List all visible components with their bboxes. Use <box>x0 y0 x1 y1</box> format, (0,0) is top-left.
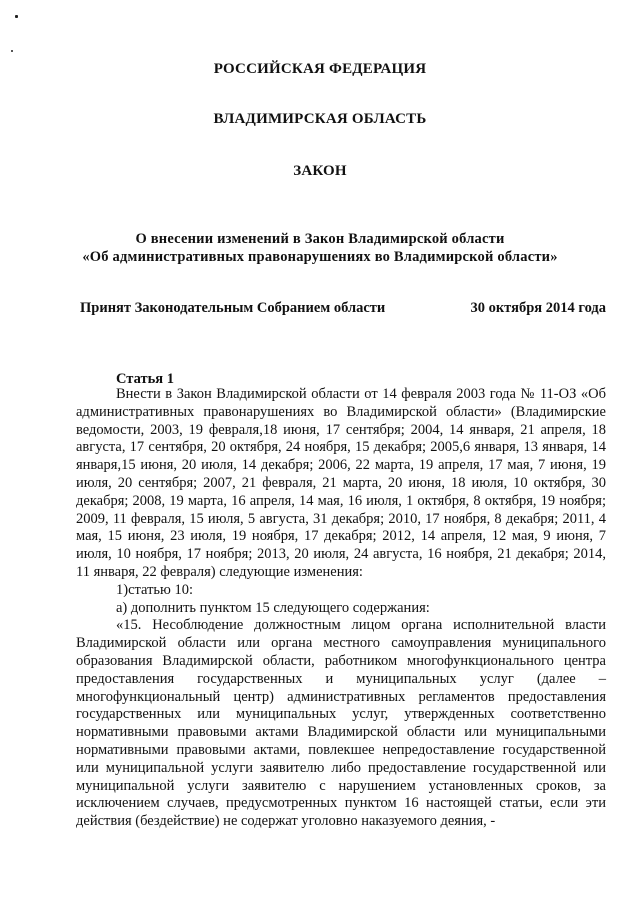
adoption-date: 30 октября 2014 года <box>470 300 606 316</box>
article-intro-paragraph: Внести в Закон Владимирской области от 14 февраля 2003 года № 11-ОЗ «Об административных правонарушениях во Владимирской области» (Владимирские ведомости, 2003, 19 февраля,18 июня, 17 сентября; 2004, 14 января, 21 апреля, 18 августа, 17 сентября, 20 октября, 24 ноября, 15 декабря; 2005,6 января, 13 января, 14 января,15 июня, 20 июля, 14 декабря; 2006, 22 марта, 19 апреля, 17 мая, 7 июня, 19 июля, 20 сентября; 2007, 21 февраля, 21 марта, 20 июня, 18 июля, 10 октября, 30 декабря; 2008, 19 марта, 16 апреля, 14 мая, 16 июля, 1 октября, 8 октября, 19 ноября; 2009, 11 февраля, 15 июля, 5 августа, 31 декабря; 2010, 17 ноября, 8 декабря; 2011, 4 мая, 15 июня, 23 июля, 19 ноября, 17 декабря; 2012, 14 апреля, 12 мая, 9 июня, 7 июля, 10 ноября, 17 ноября; 2013, 20 июля, 24 августа, 16 ноября, 21 декабря; 2014, 11 января, 22 февраля) следующие изменения: <box>76 386 606 580</box>
article-quoted-paragraph: «15. Несоблюдение должностным лицом органа исполнительной власти Владимирской области или органа местного самоуправления муниципального образования Владимирской области, работником многофункционального центра предоставления государственных и муниципальных услуг (далее – многофункциональный центр) административных регламентов предоставления государственных или муниципальных услуг, утвержденных соответственно нормативными правовыми актами Владимирской области или муниципальными нормативными правовыми актами, повлекшее непредоставление государственной или муниципальной услуги заявителю либо предоставление государственной или муниципальной услуги заявителю с нарушением установленных сроков, за исключением случаев, предусмотренных пунктом 16 настоящей статьи, если эти действия (бездействие) не содержат уголовно наказуемого деяния, - <box>76 617 606 830</box>
article-item-1: 1)статью 10: <box>116 581 194 598</box>
scan-mark-left <box>11 50 13 52</box>
document-type-heading: ЗАКОН <box>293 163 347 179</box>
region-heading: ВЛАДИМИРСКАЯ ОБЛАСТЬ <box>213 111 427 127</box>
federation-heading: РОССИЙСКАЯ ФЕДЕРАЦИЯ <box>213 61 427 77</box>
article-title: Статья 1 <box>116 371 174 387</box>
article-item-1a: а) дополнить пунктом 15 следующего содержания: <box>116 599 430 616</box>
law-title-line-2: «Об административных правонарушениях во Владимирской области» <box>82 249 558 265</box>
adoption-label: Принят Законодательным Собранием области <box>80 300 386 316</box>
law-title-line-1: О внесении изменений в Закон Владимирской области <box>135 231 505 247</box>
scan-mark-top <box>15 15 18 18</box>
article-body <box>76 386 606 831</box>
adoption-line <box>80 300 606 317</box>
